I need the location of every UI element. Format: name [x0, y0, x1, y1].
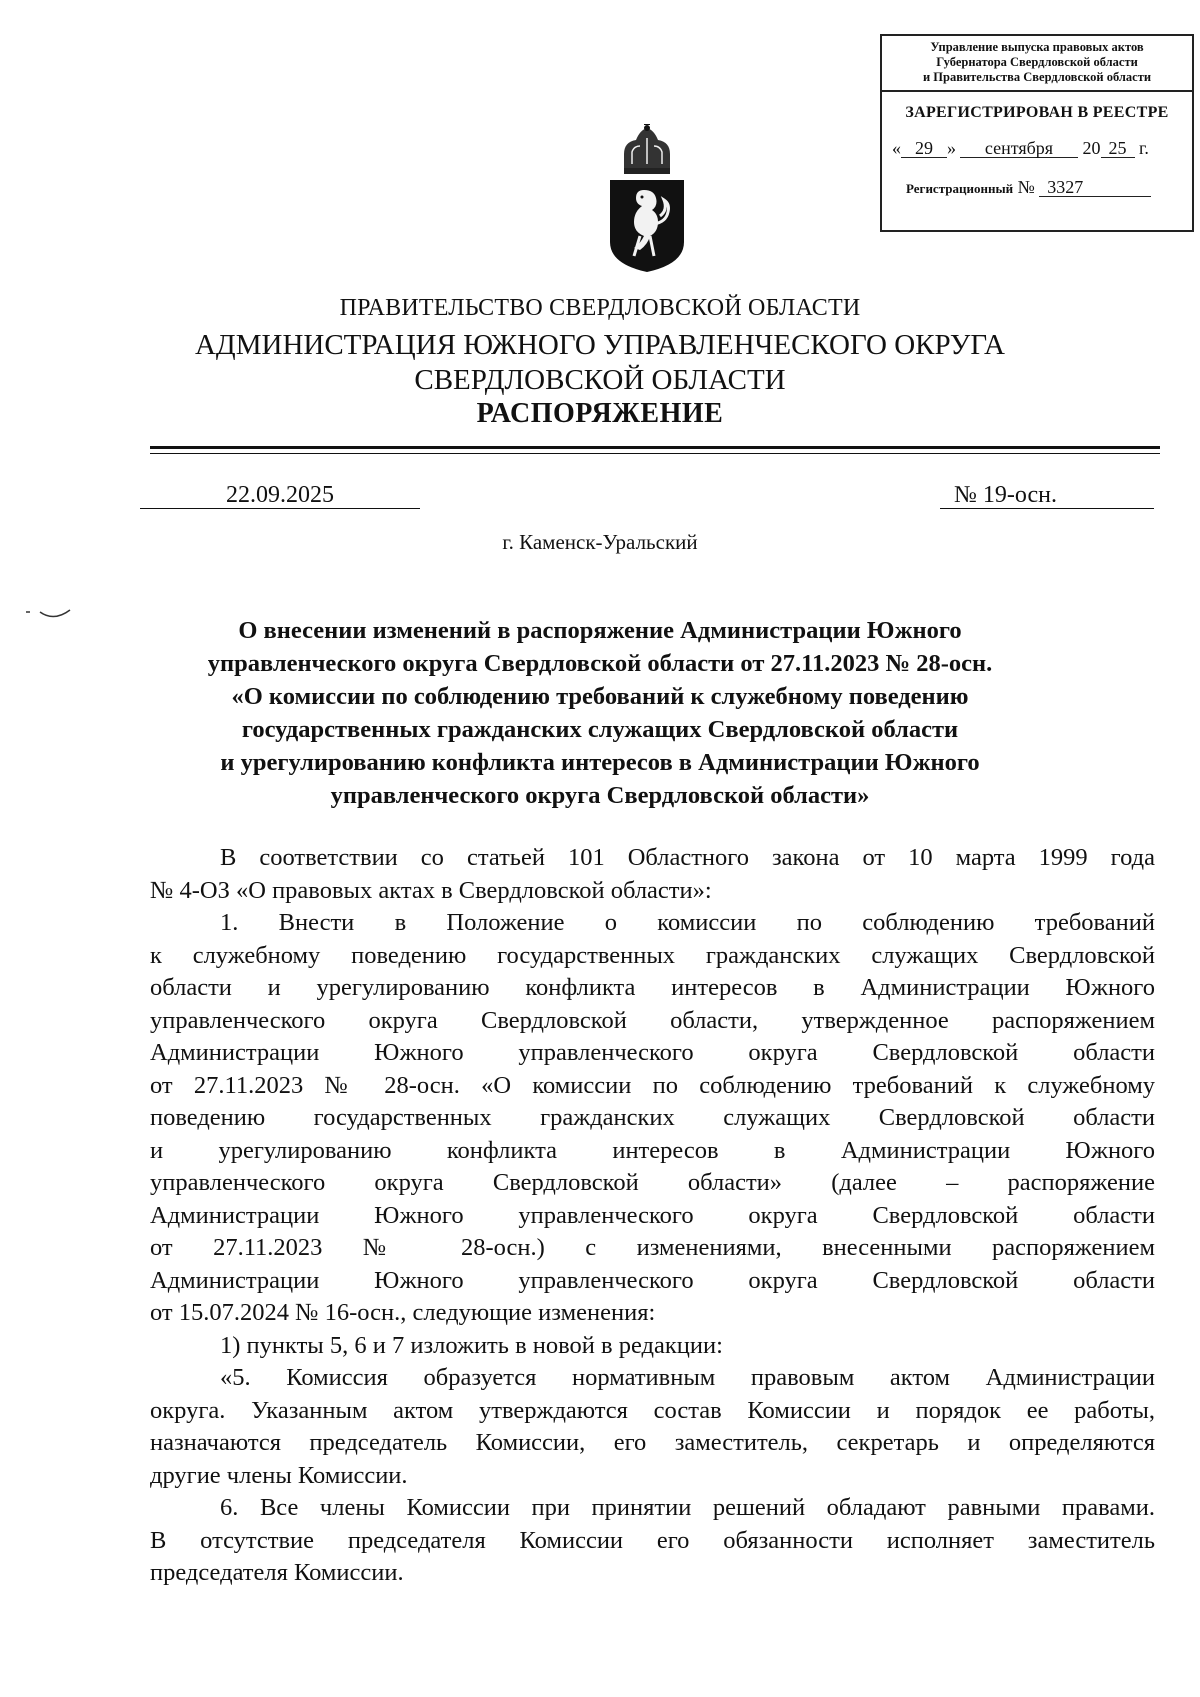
body-line: № 4-ОЗ «О правовых актах в Свердловской области»: [150, 876, 712, 904]
header-divider-thin [150, 453, 1160, 454]
stamp-date-year-prefix: 20 [1082, 138, 1101, 158]
body-line: от 27.11.2023 № 28-осн. «О комиссии по соблюдению требований к служебному [150, 1071, 1155, 1099]
document-title [0, 614, 1200, 812]
stamp-date: « 29 » сентября 20 25 г. [892, 138, 1149, 158]
body-line: управленческого округа Свердловской области, утвержденное распоряжением [150, 1006, 1155, 1034]
header-divider-thick [150, 446, 1160, 449]
document-date: 22.09.2025 [140, 482, 420, 509]
document-body [150, 842, 1155, 1590]
stamp-date-day: 29 [901, 139, 947, 158]
body-line: Администрации Южного управленческого округа Свердловской области [150, 1266, 1155, 1294]
title-line: управленческого округа Свердловской области от 27.11.2023 № 28-осн. [207, 650, 993, 677]
document-number [940, 482, 1154, 509]
body-line: 1) пункты 5, 6 и 7 изложить в новой в редакции: [220, 1331, 723, 1359]
body-line: 1. Внести в Положение о комиссии по соблюдению требований [220, 909, 1155, 936]
body-line: от 15.07.2024 № 16-осн., следующие изменения: [150, 1299, 656, 1326]
body-line: округа. Указанным актом утверждаются состав Комиссии и порядок ее работы, [150, 1396, 1155, 1424]
stamp-reg-label: Регистрационный [906, 181, 1014, 196]
stamp-date-year-suffix: 25 [1101, 139, 1135, 158]
body-line: «5. Комиссия образуется нормативным правовым актом Администрации [220, 1364, 1155, 1391]
stamp-org-line: Губернатора Свердловской области [936, 55, 1138, 69]
stamp-date-month: сентября [960, 139, 1078, 158]
body-line: В соответствии со статьей 101 Областного закона от 10 марта 1999 года [220, 844, 1155, 871]
stamp-org-line: Управление выпуска правовых актов [930, 40, 1144, 54]
stamp-date-suffix: г. [1139, 138, 1149, 158]
stamp-organization [882, 36, 1192, 92]
body-line: другие члены Комиссии. [150, 1461, 408, 1489]
stamp-reg-no-sign: № [1017, 177, 1035, 197]
body-line: Администрации Южного управленческого округа Свердловской области [150, 1201, 1155, 1229]
body-line: области и урегулированию конфликта интересов в Администрации Южного [150, 974, 1155, 1001]
government-name: ПРАВИТЕЛЬСТВО СВЕРДЛОВСКОЙ ОБЛАСТИ [339, 295, 861, 321]
coat-of-arms-icon [604, 124, 690, 274]
title-line: О внесении изменений в распоряжение Администрации Южного [238, 617, 962, 644]
body-line: от 27.11.2023 № 28-осн.) с изменениями, внесенными распоряжением [150, 1234, 1155, 1261]
stamp-registered-label: ЗАРЕГИСТРИРОВАН В РЕЕСТРЕ [905, 104, 1169, 121]
stamp-org-line: и Правительства Свердловской области [922, 70, 1152, 84]
body-line: поведению государственных гражданских служащих Свердловской области [150, 1104, 1155, 1131]
stamp-registration-number [906, 177, 1192, 198]
document-type: РАСПОРЯЖЕНИЕ [476, 398, 724, 429]
title-line: управленческого округа Свердловской области» [330, 782, 870, 809]
body-line: и урегулированию конфликта интересов в Администрации Южного [150, 1136, 1155, 1164]
administration-name-line1: АДМИНИСТРАЦИЯ ЮЖНОГО УПРАВЛЕНЧЕСКОГО ОКРУГА [194, 329, 1005, 361]
body-line: управленческого округа Свердловской области» (далее – распоряжение [150, 1169, 1155, 1196]
administration-name-line2: СВЕРДЛОВСКОЙ ОБЛАСТИ [414, 364, 786, 396]
title-line: «О комиссии по соблюдению требований к служебному поведению [231, 683, 969, 710]
body-line: к служебному поведению государственных гражданских служащих Свердловской [150, 941, 1155, 969]
body-line: председателя Комиссии. [150, 1559, 404, 1586]
document-number-text: № 19-осн. [954, 482, 1057, 508]
body-line: назначаются председатель Комиссии, его заместитель, секретарь и определяются [150, 1429, 1155, 1456]
stamp-reg-number: 3327 [1039, 178, 1151, 197]
registration-stamp [880, 34, 1194, 232]
title-line: и урегулированию конфликта интересов в Администрации Южного [220, 749, 980, 776]
body-line: Администрации Южного управленческого округа Свердловской области [150, 1039, 1155, 1066]
document-city: г. Каменск-Уральский [502, 530, 698, 554]
body-line: В отсутствие председателя Комиссии его обязанности исполняет заместитель [150, 1526, 1155, 1554]
title-line: государственных гражданских служащих Свердловской области [241, 716, 959, 743]
body-line: 6. Все члены Комиссии при принятии решений обладают равными правами. [220, 1494, 1155, 1521]
